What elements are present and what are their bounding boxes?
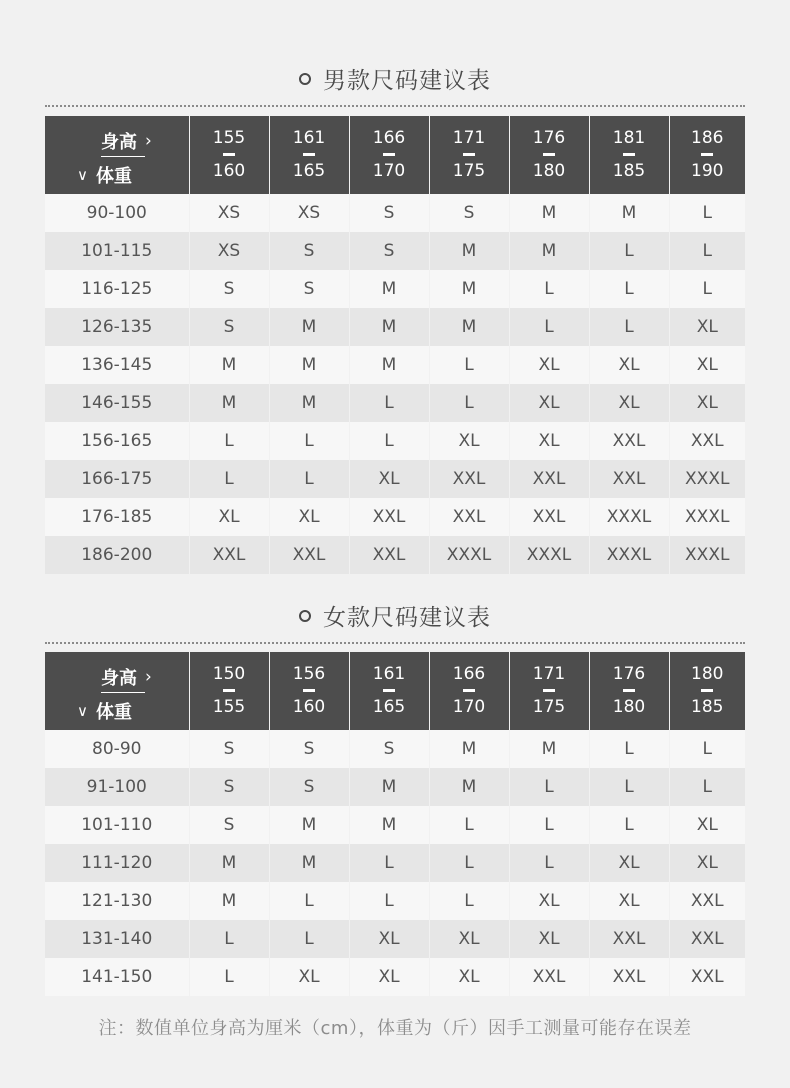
weight-range-cell: 131-140 [45,920,189,958]
size-cell: S [269,270,349,308]
height-range-header [509,116,589,194]
size-cell: M [509,232,589,270]
height-range-start: 166 [372,128,406,148]
height-range-start: 171 [532,664,566,684]
size-cell: M [269,308,349,346]
table-row [45,882,745,920]
size-cell: XXL [349,498,429,536]
size-cell: M [349,346,429,384]
height-range-header [349,116,429,194]
height-range-header [429,116,509,194]
height-range-start: 150 [212,664,246,684]
weight-label: 体重 [95,702,132,723]
table-row [45,920,745,958]
weight-range-cell: 156-165 [45,422,189,460]
header-divider-line [101,692,145,693]
size-cell: M [429,730,509,768]
size-cell: S [189,768,269,806]
weight-range-cell: 121-130 [45,882,189,920]
measurement-note: 注：数值单位身高为厘米（cm），体重为（斤）因手工测量可能存在误差 [98,1018,692,1039]
range-dash [463,153,475,156]
height-range-end: 190 [691,161,724,181]
weight-range-cell: 126-135 [45,308,189,346]
weight-label: 体重 [95,166,132,187]
size-cell: S [269,730,349,768]
height-range-end: 185 [612,161,646,181]
size-cell: XL [349,958,429,996]
size-cell: L [189,460,269,498]
size-cell: XL [189,498,269,536]
size-cell: L [589,270,669,308]
size-cell: S [269,232,349,270]
size-cell: XXXL [685,507,730,527]
size-cell: XXL [690,891,724,911]
size-cell: XL [509,920,589,958]
size-cell: XXL [349,536,429,574]
size-cell: L [429,844,509,882]
size-cell: L [589,768,669,806]
range-dash [223,689,235,692]
size-cell: XL [509,384,589,422]
women-size-table [45,652,745,996]
height-axis-label [101,128,152,154]
size-cell: L [189,422,269,460]
height-label: 身高 [101,132,137,153]
size-cell: L [589,730,669,768]
corner-header-cell [45,116,189,194]
size-cell: L [509,768,589,806]
size-cell: L [589,308,669,346]
height-range-header [269,652,349,730]
height-range-header [189,116,269,194]
size-cell: M [429,768,509,806]
size-cell: XXL [429,498,509,536]
size-cell: XL [509,346,589,384]
range-dash [223,153,235,156]
size-cell: XXL [509,498,589,536]
size-cell: XXXL [685,469,730,489]
size-cell: L [269,422,349,460]
women-section-title [0,599,790,632]
size-cell: S [189,270,269,308]
height-range-start: 186 [691,128,724,148]
height-range-end: 170 [452,697,486,717]
range-dash [701,153,713,156]
height-range-end: 165 [372,697,406,717]
height-range-header [349,652,429,730]
size-cell: M [189,384,269,422]
size-cell: M [589,194,669,232]
size-cell: L [702,203,712,223]
table-row [45,536,745,574]
size-cell: L [509,308,589,346]
size-cell: S [349,194,429,232]
table-row [45,498,745,536]
table-row [45,194,745,232]
size-cell: XL [269,958,349,996]
height-range-header [509,652,589,730]
size-cell: L [429,384,509,422]
size-cell: XXL [269,536,349,574]
size-cell: M [429,270,509,308]
size-cell: L [589,232,669,270]
table-row [45,422,745,460]
women-table-body [45,730,745,996]
height-range-end: 180 [532,161,566,181]
table-row [45,270,745,308]
size-cell: L [429,346,509,384]
size-cell: XS [189,194,269,232]
size-cell: XXL [690,929,724,949]
table-row [45,844,745,882]
weight-range-cell: 91-100 [45,768,189,806]
size-cell: L [349,422,429,460]
circle-icon [299,73,311,85]
weight-range-cell: 146-155 [45,384,189,422]
weight-range-cell: 80-90 [45,730,189,768]
size-cell: XL [509,422,589,460]
height-range-end: 180 [612,697,646,717]
size-cell: XL [429,958,509,996]
size-cell: XXL [589,460,669,498]
men-size-table [45,116,745,574]
height-label: 身高 [101,668,137,689]
chevron-down-icon: ∨ [77,166,88,184]
size-cell: M [509,730,589,768]
size-cell: L [509,806,589,844]
range-dash [701,689,713,692]
size-cell: M [189,844,269,882]
size-cell: XXXL [589,536,669,574]
size-cell: M [189,346,269,384]
chevron-down-icon: ∨ [77,702,88,720]
size-cell: M [349,270,429,308]
size-cell: L [589,806,669,844]
women-table-header [45,652,745,730]
table-row [45,806,745,844]
size-cell: XL [589,346,669,384]
size-cell: XXXL [685,545,730,565]
women-title-text: 女款尺码建议表 [323,605,491,631]
weight-range-cell: 101-110 [45,806,189,844]
weight-range-cell: 101-115 [45,232,189,270]
range-dash [303,689,315,692]
size-cell: XL [589,882,669,920]
weight-axis-label [77,698,132,724]
height-range-start: 180 [691,664,724,684]
range-dash [623,153,635,156]
height-range-end: 185 [691,697,724,717]
women-divider [45,642,745,644]
corner-header-cell [45,652,189,730]
size-cell: M [349,806,429,844]
range-dash [543,153,555,156]
height-axis-label [101,664,152,690]
size-cell: S [189,730,269,768]
size-cell: S [349,730,429,768]
height-range-start: 155 [212,128,246,148]
height-range-end: 160 [292,697,326,717]
height-range-start: 176 [612,664,646,684]
size-cell: XS [189,232,269,270]
size-cell: L [509,844,589,882]
weight-range-cell: 116-125 [45,270,189,308]
chevron-right-icon: › [145,131,152,151]
size-cell: XL [349,920,429,958]
range-dash [463,689,475,692]
size-cell: L [189,920,269,958]
size-cell: S [189,308,269,346]
size-cell: S [429,194,509,232]
size-cell: M [269,384,349,422]
size-cell: XL [696,317,718,337]
height-range-end: 170 [372,161,406,181]
size-cell: XXL [690,967,724,987]
size-cell: M [429,232,509,270]
size-cell: L [349,882,429,920]
size-cell: XL [269,498,349,536]
size-cell: M [189,882,269,920]
size-cell: XL [696,815,718,835]
size-cell: L [269,920,349,958]
height-range-start: 156 [292,664,326,684]
size-cell: L [189,958,269,996]
size-cell: XXXL [429,536,509,574]
size-cell: M [269,844,349,882]
circle-icon [299,610,311,622]
size-cell: M [349,768,429,806]
height-range-end: 175 [532,697,566,717]
height-range-header [429,652,509,730]
size-cell: L [269,882,349,920]
height-range-header [589,652,669,730]
weight-range-cell: 166-175 [45,460,189,498]
men-divider [45,105,745,107]
size-cell: XXL [690,431,724,451]
size-cell: M [349,308,429,346]
size-cell: XL [696,355,718,375]
height-range-start: 161 [372,664,406,684]
size-cell: XXXL [509,536,589,574]
size-cell: L [702,777,712,797]
size-cell: M [269,806,349,844]
size-cell: S [189,806,269,844]
table-row [45,768,745,806]
size-cell: L [509,270,589,308]
weight-range-cell: 186-200 [45,536,189,574]
height-range-start: 176 [532,128,566,148]
height-range-header [589,116,669,194]
weight-axis-label [77,162,132,188]
height-range-end: 175 [452,161,486,181]
table-row [45,958,745,996]
size-cell: XXL [509,460,589,498]
men-section-title [0,62,790,95]
size-cell: XXL [589,422,669,460]
size-cell: L [702,739,712,759]
weight-range-cell: 141-150 [45,958,189,996]
size-cell: L [349,844,429,882]
height-range-header [269,116,349,194]
height-range-header [189,652,269,730]
range-dash [383,689,395,692]
table-row [45,460,745,498]
size-cell: XL [349,460,429,498]
range-dash [543,689,555,692]
size-cell: XL [509,882,589,920]
size-cell: S [269,768,349,806]
range-dash [383,153,395,156]
size-cell: XS [269,194,349,232]
table-row [45,232,745,270]
table-row [45,346,745,384]
size-cell: XXL [429,460,509,498]
size-cell: XXXL [589,498,669,536]
height-range-end: 165 [292,161,326,181]
height-range-start: 171 [452,128,486,148]
height-range-header [669,116,745,194]
size-cell: L [349,384,429,422]
range-dash [623,689,635,692]
header-divider-line [101,156,145,157]
size-cell: L [702,279,712,299]
height-range-start: 181 [612,128,646,148]
size-cell: M [429,308,509,346]
table-row [45,308,745,346]
height-range-end: 160 [212,161,246,181]
size-cell: XL [696,853,718,873]
men-table-body [45,194,745,574]
men-title-text: 男款尺码建议表 [323,68,491,94]
size-cell: XL [696,393,718,413]
range-dash [303,153,315,156]
size-cell: XL [589,844,669,882]
men-table-header [45,116,745,194]
size-cell: XXL [589,958,669,996]
size-cell: XL [429,422,509,460]
size-cell: L [429,882,509,920]
size-cell: M [269,346,349,384]
size-cell: XXL [189,536,269,574]
size-cell: L [702,241,712,261]
size-cell: XL [429,920,509,958]
size-cell: M [509,194,589,232]
size-cell: L [429,806,509,844]
height-range-start: 166 [452,664,486,684]
height-range-start: 161 [292,128,326,148]
size-cell: L [269,460,349,498]
size-cell: S [349,232,429,270]
size-cell: XL [589,384,669,422]
size-cell: XXL [589,920,669,958]
weight-range-cell: 90-100 [45,194,189,232]
table-row [45,730,745,768]
weight-range-cell: 136-145 [45,346,189,384]
chevron-right-icon: › [145,667,152,687]
table-row [45,384,745,422]
height-range-end: 155 [212,697,246,717]
weight-range-cell: 176-185 [45,498,189,536]
height-range-header [669,652,745,730]
size-cell: XXL [509,958,589,996]
weight-range-cell: 111-120 [45,844,189,882]
